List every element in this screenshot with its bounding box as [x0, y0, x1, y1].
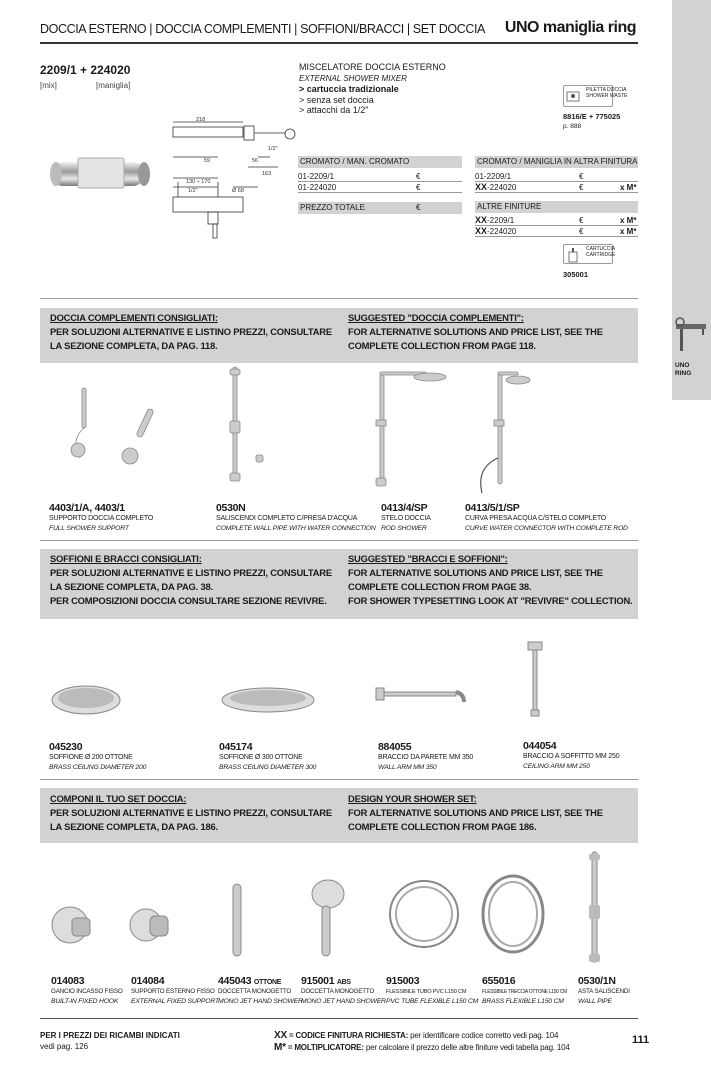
product-card: 0413/4/SP STELO DOCCIA ROD SHOWER — [381, 502, 431, 532]
product-card: 884055 BRACCIO DA PARETE MM 350 WALL ARM MM 350 — [378, 741, 474, 771]
section-divider — [40, 779, 638, 780]
page-number: 111 — [632, 1034, 650, 1046]
curve-water-connector-photo — [468, 368, 548, 498]
section-heads-banner — [40, 549, 638, 619]
dim-label: 59 — [204, 158, 211, 164]
product-card: 4403/1/A, 4403/1 SUPPORTO DOCCIA COMPLETO FULL SHOWER SUPPORT — [49, 502, 154, 532]
price-table-header-other: CROMATO / MANIGLIA IN ALTRA FINITURA — [477, 157, 638, 166]
ceiling-shower-300-photo — [218, 682, 318, 717]
price-table-other — [475, 171, 638, 193]
section-set-en: DESIGN YOUR SHOWER SET: FOR ALTERNATIVE SOLUTIONS AND PRICE LIST, SEE THE COMPLETE COLLECTION FROM PAGE 186. — [348, 793, 603, 832]
price-table-header-finishes: ALTRE FINITURE — [475, 201, 638, 213]
product-card: 014084 SUPPORTO ESTERNO FISSO EXTERNAL FIXED SUPPORT — [131, 975, 219, 1005]
price-table-chrome — [298, 171, 462, 193]
price-total-row — [298, 202, 462, 214]
waste-page: p. 888 — [563, 123, 582, 130]
ceiling-arm-photo — [520, 640, 550, 720]
feature-no-set: > senza set doccia — [299, 94, 374, 105]
product-card: 0530N SALISCENDI COMPLETO C/PRESA D'ACQUA COMPLETE WALL PIPE WITH WATER CONNECTION — [216, 502, 376, 532]
wall-pipe-photo — [212, 365, 282, 495]
price-table-header-chrome: CROMATO / MAN. CROMATO — [298, 156, 462, 168]
dim-label: 218 — [196, 117, 206, 123]
technical-drawing — [158, 112, 298, 252]
product-card: 044054 BRACCIO A SOFFITTO MM 250 CEILING ARM MM 250 — [523, 740, 620, 770]
price-total-currency: € — [416, 203, 421, 212]
side-tab-label: UNO RING — [675, 362, 692, 377]
product-description — [299, 62, 446, 116]
built-in-hook-photo — [48, 900, 98, 950]
price-row: 01-2209/1 € — [475, 171, 638, 182]
price-total-label: PREZZO TOTALE — [300, 203, 365, 212]
section-complements-banner — [40, 308, 638, 363]
product-name-it: MISCELATORE DOCCIA ESTERNO — [299, 62, 446, 72]
price-row: XX-224020 € x M* — [475, 226, 637, 236]
product-card: 0413/5/1/SP CURVA PRESA ACQUA C/STELO COMPLETO CURVE WATER CONNECTOR WITH COMPLETE ROD — [465, 502, 628, 532]
product-card: 0530/1N ASTA SALISCENDI WALL PIPE — [578, 975, 630, 1005]
product-sub-handle: [maniglia] — [96, 81, 131, 90]
product-name-en: EXTERNAL SHOWER MIXER — [299, 73, 407, 83]
waste-label: PILETTA DOCCIA SHOWER WASTE — [586, 87, 628, 99]
product-card: 445043 OTTONE DOCCETTA MONOGETTO MONO JET HAND SHOWER — [218, 975, 303, 1005]
shower-waste-icon — [566, 89, 580, 103]
section-heads-en: SUGGESTED "BRACCI E SOFFIONI": FOR ALTERNATIVE SOLUTIONS AND PRICE LIST, SEE THE COMPLETE COLLECTION FROM PAGE 38. FOR SHOWER TYPESETTING LOOK AT "REVIVRE" COLLECTION. — [348, 553, 633, 606]
section-complements-en: SUGGESTED "DOCCIA COMPLEMENTI": FOR ALTERNATIVE SOLUTIONS AND PRICE LIST, SEE THE COMPLETE COLLECTION FROM PAGE 118. — [348, 312, 603, 351]
brass-hose-photo — [478, 872, 548, 957]
rod-shower-photo — [368, 368, 448, 498]
pvc-hose-photo — [384, 874, 464, 954]
dim-label: 130 ÷ 170 — [186, 179, 211, 185]
header-divider — [40, 42, 638, 44]
cartridge-icon — [567, 247, 579, 263]
ceiling-shower-200-photo — [48, 680, 124, 720]
price-row: 01-2209/1 € — [298, 171, 462, 182]
dim-label: 1/2" — [188, 188, 198, 194]
dim-label: 1/2" — [268, 146, 278, 152]
wall-arm-photo — [372, 680, 472, 710]
cartridge-label: CARTUCCIA CARTRIDGE — [586, 246, 616, 258]
section-divider — [40, 298, 638, 299]
product-sub-mix: [mix] — [40, 81, 57, 90]
product-code: 2209/1 + 224020 — [40, 63, 131, 77]
section-divider — [40, 540, 638, 541]
dim-label: Ø 68 — [232, 188, 244, 194]
section-set-it: COMPONI IL TUO SET DOCCIA: PER SOLUZIONI ALTERNATIVE E LISTINO PREZZI, CONSULTARE LA SEZIONE COMPLETA, DA PAG. 186. — [50, 793, 332, 832]
dim-label: 56 — [252, 158, 259, 164]
page-header-title: DOCCIA ESTERNO | DOCCIA COMPLEMENTI | SOFFIONI/BRACCI | SET DOCCIA — [40, 22, 485, 36]
footer-legend — [274, 1030, 570, 1054]
section-complements-it: DOCCIA COMPLEMENTI CONSIGLIATI: PER SOLUZIONI ALTERNATIVE E LISTINO PREZZI, CONSULTARE LA SEZIONE COMPLETA, DA PAG. 118. — [50, 312, 332, 351]
product-card: 014083 GANCIO INCASSO FISSO BUILT-IN FIXED HOOK — [51, 975, 123, 1005]
price-row: XX-2209/1 € x M* — [475, 215, 637, 225]
legend-multiplier: M* = MOLTIPLICATORE: per calcolare il prezzo delle altre finiture vedi tabella pag. 104 — [274, 1042, 570, 1053]
shower-support-photo — [60, 380, 170, 475]
external-support-photo — [126, 900, 176, 950]
footer-divider — [40, 1018, 638, 1019]
feature-cartridge: > cartuccia tradizionale — [299, 84, 399, 94]
product-card: 045174 SOFFIONE Ø 300 OTTONE BRASS CEILING DIAMETER 300 — [219, 741, 317, 771]
hand-shower-abs-photo — [300, 876, 350, 966]
mixer-photo — [48, 150, 153, 210]
mixer-thumbnail-icon — [672, 316, 710, 356]
product-card: 045230 SOFFIONE Ø 200 OTTONE BRASS CEILING DIAMETER 200 — [49, 741, 147, 771]
price-table-finishes — [475, 215, 638, 237]
cartridge-code: 305001 — [563, 270, 589, 279]
footer-spare-parts: PER I PREZZI DEI RICAMBI INDICATI vedi pag. 126 — [40, 1031, 180, 1051]
product-card: 655016 FLESSIBILE TRECCIA OTTONE L150 CM BRASS FLEXIBLE L150 CM — [482, 975, 567, 1005]
price-row: 01-224020 € — [298, 182, 462, 193]
section-heads-it: SOFFIONI E BRACCI CONSIGLIATI: PER SOLUZIONI ALTERNATIVE E LISTINO PREZZI, CONSULTARE LA SEZIONE COMPLETA, DA PAG. 38. PER COMPOSIZIONI DOCCIA CONSULTARE SEZIONE REVIVRE. — [50, 553, 332, 606]
legend-finish-code: XX = CODICE FINITURA RICHIESTA: per identificare codice corretto vedi pag. 104 — [274, 1030, 559, 1041]
wall-pipe-bar-photo — [580, 850, 610, 970]
product-card: 915003 FLESSIBILE TUBO PVC L150 CM PVC TUBE FLEXIBLE L150 CM — [386, 975, 479, 1005]
price-row: XX-224020 € x M* — [475, 182, 637, 192]
brand-title: UNO maniglia ring — [504, 19, 636, 36]
product-card: 915001 ABS DOCCETTA MONOGETTO MONO JET HAND SHOWER — [301, 975, 386, 1005]
feature-connections: > attacchi da 1/2" — [299, 105, 369, 115]
hand-shower-brass-photo — [225, 880, 249, 960]
dim-label: 163 — [262, 171, 272, 177]
waste-code: 8816/E + 775025 — [563, 112, 621, 121]
section-set-banner — [40, 788, 638, 843]
